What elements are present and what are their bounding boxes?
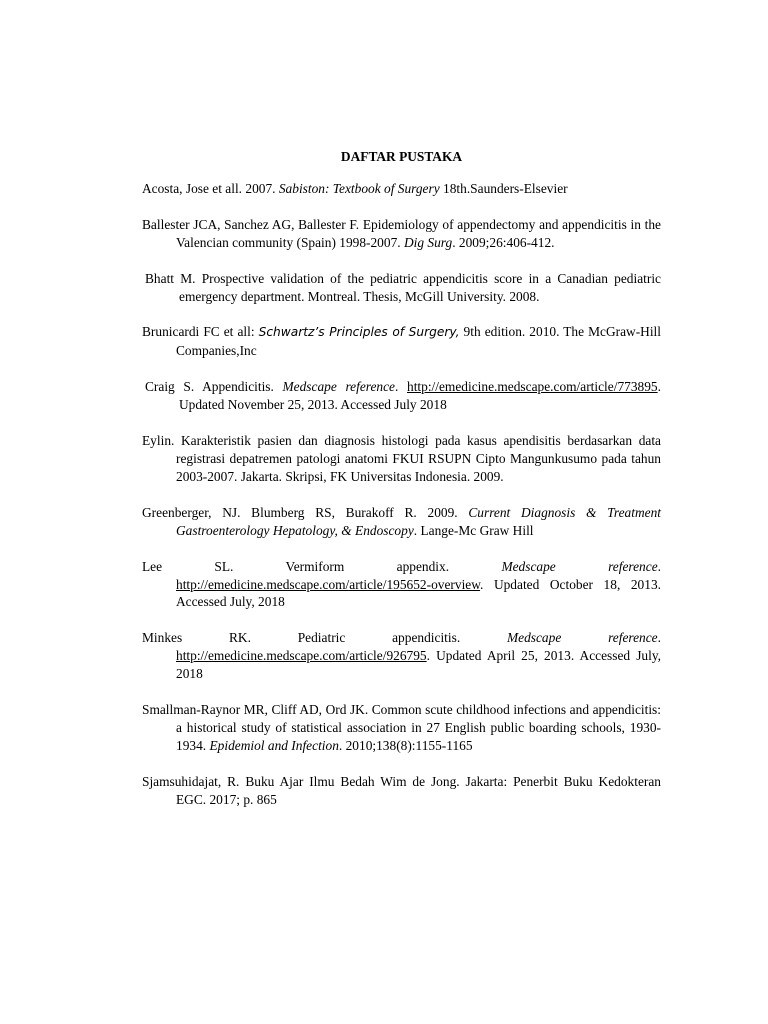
reference-text: Brunicardi FC et all: <box>142 324 259 340</box>
reference-text: Smallman-Raynor MR, Cliff AD, Ord JK. Common scute childhood infections and appendicitis: a historical study of statistical association in 27 English public boarding schools, 1930-1934. <box>142 702 661 753</box>
reference-text: . Updated April 25, 2013. Accessed July, 2018 <box>176 648 661 682</box>
reference-text: Ballester JCA, Sanchez AG, Ballester F. Epidemiology of appendectomy and appendicitis in the Valencian community (Spain) 1998-2007. <box>142 216 661 250</box>
reference-title: Sabiston: Textbook of Surgery <box>278 180 440 196</box>
reference-url-link[interactable]: http://emedicine.medscape.com/article/195652-overview <box>176 576 481 592</box>
reference-item-11 <box>142 773 661 809</box>
reference-item-3 <box>142 270 661 306</box>
reference-item-6 <box>142 432 661 486</box>
reference-text: Eylin. Karakteristik pasien dan diagnosis histologi pada kasus apendisitis berdasarkan data registrasi depatremen patologi anatomi FKUI RSUPN Cipto Mangunkusumo pada tahun 2003-2007. Jakarta. Skripsi, FK Universitas Indonesia. 2009. <box>142 433 661 484</box>
reference-url-link[interactable]: http://emedicine.medscape.com/article/773895 <box>407 379 658 395</box>
reference-text: . 2009;26:406-412. <box>452 234 555 250</box>
reference-text: . <box>657 630 661 646</box>
reference-item-4 <box>142 323 661 360</box>
reference-journal: Medscape reference <box>501 558 658 574</box>
reference-text: Minkes RK. Pediatric appendicitis. <box>142 630 507 646</box>
reference-item-2 <box>142 216 661 252</box>
reference-text: Lee SL. Vermiform appendix. <box>142 558 502 574</box>
reference-text: . Updated November 25, 2013. Accessed July 2018 <box>179 379 661 413</box>
reference-journal: Epidemiol and Infection <box>209 737 339 753</box>
reference-text: . Lange-Mc Graw Hill <box>413 522 534 538</box>
reference-text: 18th.Saunders-Elsevier <box>439 180 568 196</box>
reference-title: Current Diagnosis & Treatment Gastroenterology Hepatology, & Endoscopy <box>176 504 661 538</box>
reference-text: Greenberger, NJ. Blumberg RS, Burakoff R. 2009. <box>142 504 469 520</box>
reference-text: Sjamsuhidajat, R. Buku Ajar Ilmu Bedah Wim de Jong. Jakarta: Penerbit Buku Kedokteran EGC. 2017; p. 865 <box>142 773 661 807</box>
reference-item-5 <box>142 378 661 414</box>
reference-journal: Dig Surg <box>403 234 453 250</box>
reference-text: . <box>395 379 407 395</box>
reference-list <box>142 180 661 809</box>
reference-journal: Medscape reference <box>506 630 658 646</box>
reference-journal: Medscape reference <box>282 379 395 395</box>
reference-text: 9th edition. 2010. The McGraw-Hill Companies,Inc <box>176 324 661 359</box>
reference-text: . Updated October 18, 2013. Accessed July, 2018 <box>176 576 661 610</box>
document-page <box>142 148 661 827</box>
reference-text: Bhatt M. Prospective validation of the pediatric appendicitis score in a Canadian pediatric emergency department. Montreal. Thesis, McGill University. 2008. <box>145 270 661 304</box>
page-title: DAFTAR PUSTAKA <box>340 149 463 164</box>
reference-text: . 2010;138(8):1155-1165 <box>338 737 473 753</box>
reference-item-10 <box>142 701 661 755</box>
reference-item-8 <box>142 558 661 612</box>
reference-item-1 <box>142 180 661 198</box>
reference-item-7 <box>142 504 661 540</box>
reference-text: Craig S. Appendicitis. <box>145 379 283 395</box>
reference-url-link[interactable]: http://emedicine.medscape.com/article/926795 <box>176 648 427 664</box>
reference-item-9 <box>142 629 661 683</box>
reference-title: Schwartz’s Principles of Surgery, <box>258 325 460 340</box>
reference-text: . <box>657 558 661 574</box>
reference-text: Acosta, Jose et all. 2007. <box>142 180 279 196</box>
